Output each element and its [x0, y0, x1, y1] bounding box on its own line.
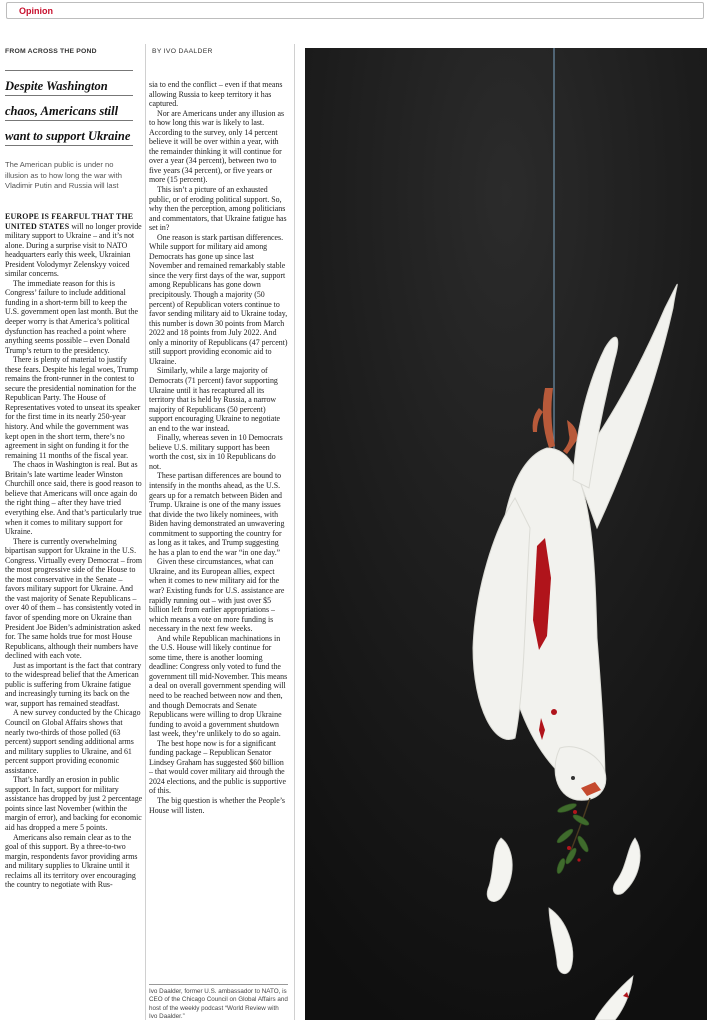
body-paragraph: The chaos in Washington is real. But as Britain’s late wartime leader Winston Churchill once said, there is good reason to believe that Americans will once again do the right thing – after they have tried everything else. And that’s particularly true when it comes to military support for Ukraine.	[5, 460, 142, 537]
body-paragraph: That’s hardly an erosion in public support. In fact, support for military assistance has dropped by just 2 percentage points since last November (within the margin of error), and backing for economic aid has dropped a mere 5 points.	[5, 775, 143, 832]
body-paragraph: This isn’t a picture of an exhausted public, or of eroding political support. So, why then the perception, among politicians and commentators, that Ukraine fatigue has set in?	[149, 185, 287, 233]
headline-line: Despite Washington	[5, 79, 108, 93]
headline-rule	[5, 95, 133, 96]
body-paragraph: Just as important is the fact that contrary to the widespread belief that the American public is suffering from Ukraine fatigue and increasingly turning its back on the war, support has remained steadfast.	[5, 660, 142, 708]
body-paragraph: And while Republican machinations in the U.S. House will likely continue for some time, there is another looming deadline: Congress only voted to fund the government till mid-November. This means a deal on overall government spending will need to be reached between now and then, and though Democrats and Senate Republicans were willing to drop Ukraine funding to avoid a government shutdown last week, they’re unlikely to do so again.	[149, 633, 288, 739]
headline-rule	[5, 145, 133, 146]
lead-text: will no longer provide military support to Ukraine – and it’s not alone. During a surprise visit to NATO headquarters early this week, Ukrainian President Volodymyr Zelenskyy voiced similar concerns.	[5, 221, 142, 279]
dove-eye	[571, 776, 575, 780]
headline-rule	[5, 120, 133, 121]
body-paragraph: A new survey conducted by the Chicago Council on Global Affairs shows that nearly two-thirds of those polled (63 percent) support sending additional arms and military supplies to Ukraine, and 61 percent support providing economic assistance.	[5, 708, 141, 775]
body-paragraph: Similarly, while a large majority of Democrats (71 percent) favor supporting Ukraine until it has recaptured all its territory that is held by Russia, a narrow majority of Republicans (50 percent) support encouraging Ukraine to negotiate an end to the war instead.	[149, 366, 281, 433]
body-column-2	[149, 80, 288, 815]
headline-rule	[5, 70, 133, 71]
bio-rule	[149, 984, 288, 985]
byline: BY IVO DAALDER	[152, 48, 213, 55]
dove-hanging-upside-down-icon	[305, 48, 707, 1020]
body-column-1	[5, 212, 143, 890]
column-divider	[294, 44, 295, 1020]
body-paragraph: Finally, whereas seven in 10 Democrats believe U.S. military support has been worth the cost, six in 10 Republicans do not.	[149, 433, 283, 471]
lead-paragraph	[5, 212, 143, 279]
illustration	[305, 48, 707, 1020]
deck: The American public is under no illusion as to how long the war with Vladimir Putin and Russia will last	[5, 160, 122, 190]
headline	[5, 74, 135, 149]
headline-line: chaos, Americans still	[5, 104, 119, 118]
body-paragraph: The best hope now is for a significant funding package – Republican Senator Lindsey Graham has suggested $60 billion – that would cover military aid through the 2024 elections, and the public is supportive of this.	[149, 738, 286, 796]
body-paragraph: Given these circumstances, what can Ukraine, and its European allies, expect when it comes to new military aid for the war? Existing funds for U.S. assistance are rapidly running out – with just over $5 billion left from earlier appropriations – which means a vote on more funding is necessary in the next few weeks.	[149, 557, 285, 634]
body-paragraph: Nor are Americans under any illusion as to how long this war is likely to last. According to the survey, only 14 percent believe it will be over within a year, with the remainder thinking it will continue for over a year (34 percent), between two to five years (34 percent), or five years or more (15 percent).	[149, 108, 285, 185]
body-paragraph: sia to end the conflict – even if that means allowing Russia to keep territory it has captured.	[149, 80, 283, 109]
body-paragraph: There is currently overwhelming bipartisan support for Ukraine in the U.S. Congress. Virtually every Democrat – from the most progressive side of the House to the most conservative in the Senate – favors military support for Ukraine. And the vast majority of Senate Republicans – over 40 of them – has consistently voted in favor of spending more on Ukraine than President Joe Biden’s administration asked for. The same holds true for most House Republicans, although their numbers have declined with each vote.	[5, 536, 142, 661]
section-label[interactable]: Opinion	[19, 6, 53, 16]
body-paragraph: One reason is stark partisan differences. While support for military aid among Democrats has gone up since last November and remained remarkably stable since the very first days of the war, support among Republicans has gone down precipitously. Though a majority (50 percent) of Republican voters continue to favor sending military aid to Ukraine today, this number is down 30 points from March 2022 and 18 points from July 2022. And only a minority of Republicans (47 percent) still support providing economic aid to Ukraine.	[149, 232, 288, 366]
body-paragraph: These partisan differences are bound to intensify in the months ahead, as the U.S. gears up for a rematch between Biden and Trump. Ukraine is one of the many issues that divide the two likely nominees, with Biden having demonstrated an unwavering commitment to supporting the country for as long as it takes, and Trump suggesting he has a plan to end the war “in one day.”	[149, 471, 285, 557]
body-paragraph: There is plenty of material to justify these fears. Despite his legal woes, Trump remains the front-runner in the contest to secure the presidential nomination for the Republican Party. The House of Representatives voted to unseat its speaker for the first time in its nearly 250-year history. And while the government was kept open in the short term, there’s no agreement in sight on funding it for the remaining 11 months of the fiscal year.	[5, 355, 141, 460]
body-paragraph: Americans also remain clear as to the goal of this support. By a three-to-two margin, respondents favor providing arms and military supplies to Ukraine until it reclaims all its territory over encouraging the country to negotiate with Rus-	[5, 832, 138, 890]
column-divider	[145, 44, 146, 1020]
body-paragraph: The big question is whether the People’s House will listen.	[149, 796, 285, 815]
top-bar	[6, 2, 704, 19]
headline-line: want to support Ukraine	[5, 129, 131, 143]
author-bio: Ivo Daalder, former U.S. ambassador to NATO, is CEO of the Chicago Council on Global Affairs and host of the weekly podcast “World Review with Ivo Daalder.”	[149, 988, 288, 1020]
lead-caps: EUROPE IS FEARFUL THAT THE UNITED STATES	[5, 212, 134, 231]
column-kicker: FROM ACROSS THE POND	[5, 48, 97, 55]
body-paragraph: The immediate reason for this is Congress’ failure to include additional funding in a short-term bill to keep the U.S. government open last month. But the deeper worry is that America’s political dysfunction has reached a point where anything seems possible – even Donald Trump’s return to the presidency.	[5, 278, 139, 355]
